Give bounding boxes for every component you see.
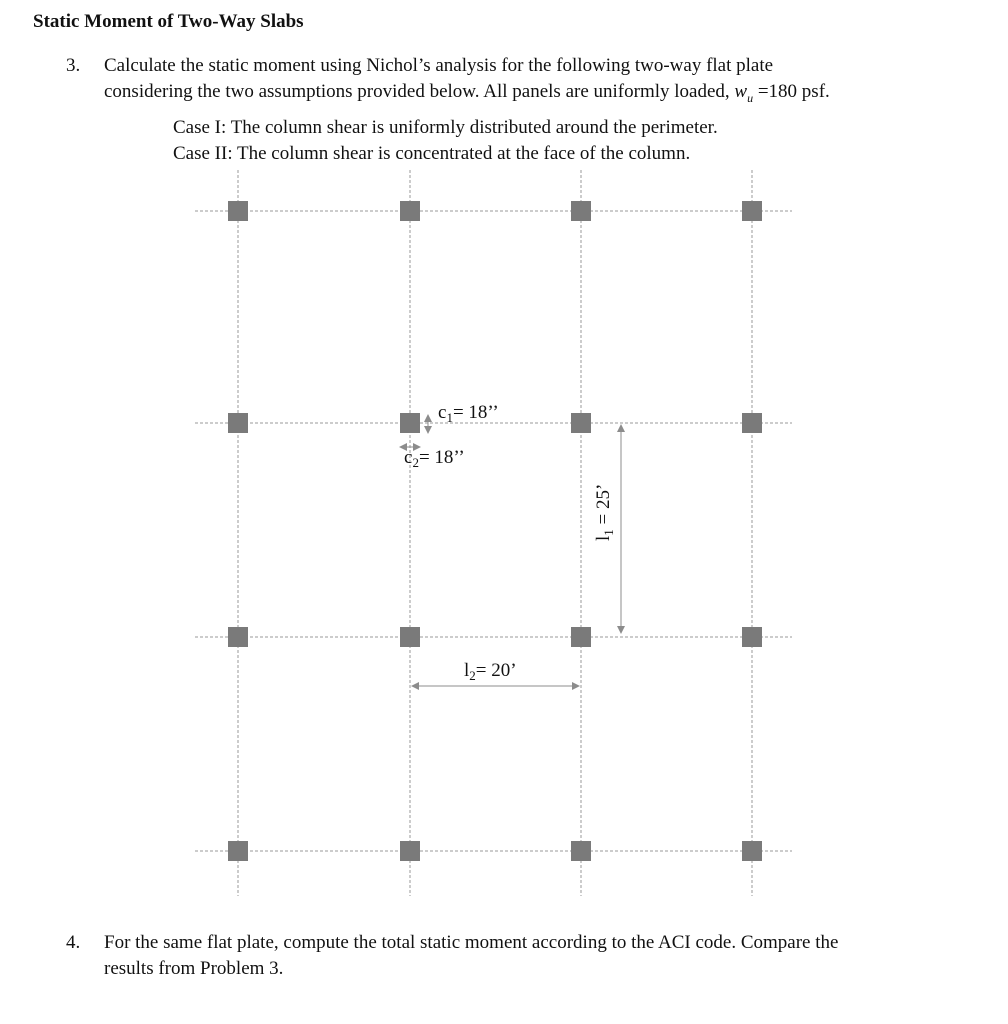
case-1-text: Case I: The column shear is uniformly distributed around the perimeter. [173,117,718,138]
page-heading: Static Moment of Two-Way Slabs [33,11,304,32]
c2-label [404,447,465,470]
problem-4-line-1: For the same flat plate, compute the total static moment according to the ACI code. Compare the [104,932,839,953]
l1-value: = 25’ [593,483,614,530]
column-r2-c1 [228,413,248,433]
column-r2-c3 [571,413,591,433]
column-r4-c1 [228,841,248,861]
load-symbol: w [734,81,748,102]
column-r3-c1 [228,627,248,647]
l1-subscript: 1 [601,529,616,536]
l1-symbol: l [593,535,614,541]
c1-symbol: c [438,402,447,423]
column-r2-c4 [742,413,762,433]
c2-value: = 18’’ [418,447,465,468]
column-r4-c2 [400,841,420,861]
c1-subscript: 1 [446,410,453,425]
c2-symbol: c [404,447,413,468]
l2-subscript: 2 [469,668,476,683]
column-r1-c2 [400,201,420,221]
l1-label [593,484,616,541]
column-r3-c2 [400,627,420,647]
column-r1-c1 [228,201,248,221]
load-subscript: u [747,90,754,105]
c2-subscript: 2 [412,455,419,470]
problem-4-text [104,930,838,982]
l2-label [464,660,517,683]
problem-4-line-2: results from Problem 3. [104,958,284,979]
problem-3-line-1: Calculate the static moment using Nichol’s analysis for the following two-way flat plate [104,55,774,76]
problem-3-line-2-text: considering the two assumptions provided below. All panels are uniformly loaded, [104,81,735,102]
column-r4-c3 [571,841,591,861]
column-r1-c4 [742,201,762,221]
load-value: =180 psf. [753,81,830,102]
c1-value: = 18’’ [452,402,499,423]
column-r1-c3 [571,201,591,221]
column-r2-c2 [400,413,420,433]
problem-3-number: 3. [66,55,81,76]
column-r3-c4 [742,627,762,647]
column-r4-c4 [742,841,762,861]
l2-value: = 20’ [475,660,517,681]
l2-symbol: l [464,660,470,681]
column-r3-c3 [571,627,591,647]
problem-4-number: 4. [66,932,81,953]
case-2-text: Case II: The column shear is concentrated at the face of the column. [173,143,691,164]
c1-label [438,402,499,425]
